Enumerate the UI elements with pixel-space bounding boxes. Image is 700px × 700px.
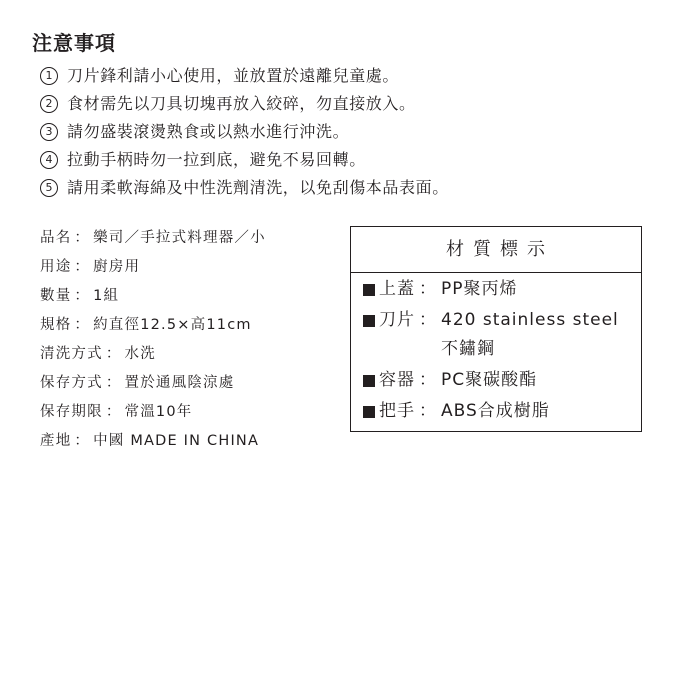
spec-separator: ： (74, 230, 91, 246)
material-row-blade (363, 306, 619, 364)
material-row-container (363, 366, 619, 395)
material-title: 材質標示 (446, 239, 554, 260)
material-separator: ： (419, 310, 437, 330)
material-value: PP聚丙烯 (441, 279, 518, 299)
spec-label: 用途 (40, 259, 72, 275)
circled-number-icon: 3 (40, 123, 58, 141)
note-item (40, 118, 449, 146)
spec-separator: ： (74, 317, 91, 333)
circled-number-icon: 4 (40, 151, 58, 169)
note-text: 食材需先以刀具切塊再放入絞碎，勿直接放入。 (67, 94, 416, 113)
note-text: 請用柔軟海綿及中性洗劑清洗，以免刮傷本品表面。 (67, 178, 449, 197)
spec-label: 清洗方式 (40, 346, 103, 362)
material-part: 刀片 (379, 310, 415, 330)
note-item (40, 174, 449, 202)
spec-separator: ： (74, 433, 91, 449)
product-specs (40, 224, 266, 456)
spec-row-size (40, 311, 266, 340)
material-separator: ： (419, 279, 437, 299)
note-item (40, 62, 449, 90)
spec-value: 廚房用 (93, 259, 141, 275)
spec-label: 保存期限 (40, 404, 103, 420)
spec-label: 保存方式 (40, 375, 103, 391)
material-separator: ： (419, 401, 437, 421)
spec-value: 約直徑12.5×高11cm (93, 317, 252, 333)
square-bullet-icon (363, 406, 375, 418)
spec-row-name (40, 224, 266, 253)
spec-value: 常溫10年 (124, 404, 193, 420)
spec-value: 中國 MADE IN CHINA (93, 433, 260, 449)
material-label-box (350, 226, 642, 432)
material-value: 不鏽鋼 (441, 339, 495, 359)
spec-separator: ： (74, 288, 91, 304)
spec-value: 水洗 (124, 346, 156, 362)
spec-row-cleaning (40, 340, 266, 369)
circled-number-icon: 1 (40, 67, 58, 85)
spec-row-storage (40, 369, 266, 398)
note-text: 刀片鋒利請小心使用，並放置於遠離兒童處。 (67, 66, 400, 85)
spec-row-quantity (40, 282, 266, 311)
notes-list (40, 62, 449, 202)
spec-label: 規格 (40, 317, 72, 333)
material-row-lid (363, 275, 619, 304)
circled-number-icon: 2 (40, 95, 58, 113)
spec-row-origin (40, 427, 266, 456)
spec-separator: ： (105, 375, 122, 391)
spec-separator: ： (74, 259, 91, 275)
spec-value: 置於通風陰涼處 (124, 375, 235, 391)
square-bullet-icon (363, 315, 375, 327)
spec-separator: ： (105, 404, 122, 420)
material-row-handle (363, 397, 619, 426)
square-bullet-icon (363, 284, 375, 296)
material-value: 420 stainless steel (441, 310, 619, 330)
material-value: ABS合成樹脂 (441, 401, 550, 421)
circled-number-icon: 5 (40, 179, 58, 197)
spec-separator: ： (105, 346, 122, 362)
spec-row-use (40, 253, 266, 282)
note-item (40, 90, 449, 118)
material-part: 上蓋 (379, 279, 415, 299)
spec-value: 1組 (93, 288, 120, 304)
spec-row-shelf-life (40, 398, 266, 427)
divider (351, 272, 641, 273)
material-list (363, 275, 619, 426)
note-text: 拉動手柄時勿一拉到底，避免不易回轉。 (67, 150, 366, 169)
material-part: 容器 (379, 370, 415, 390)
spec-label: 數量 (40, 288, 72, 304)
note-text: 請勿盛裝滾燙熟食或以熱水進行沖洗。 (67, 122, 350, 141)
spec-label: 產地 (40, 433, 72, 449)
note-item (40, 146, 449, 174)
square-bullet-icon (363, 375, 375, 387)
spec-label: 品名 (40, 230, 72, 246)
material-separator: ： (419, 370, 437, 390)
material-value: PC聚碳酸酯 (441, 370, 538, 390)
material-part: 把手 (379, 401, 415, 421)
spec-value: 樂司／手拉式料理器／小 (93, 230, 266, 246)
notes-title: 注意事項 (32, 31, 116, 55)
